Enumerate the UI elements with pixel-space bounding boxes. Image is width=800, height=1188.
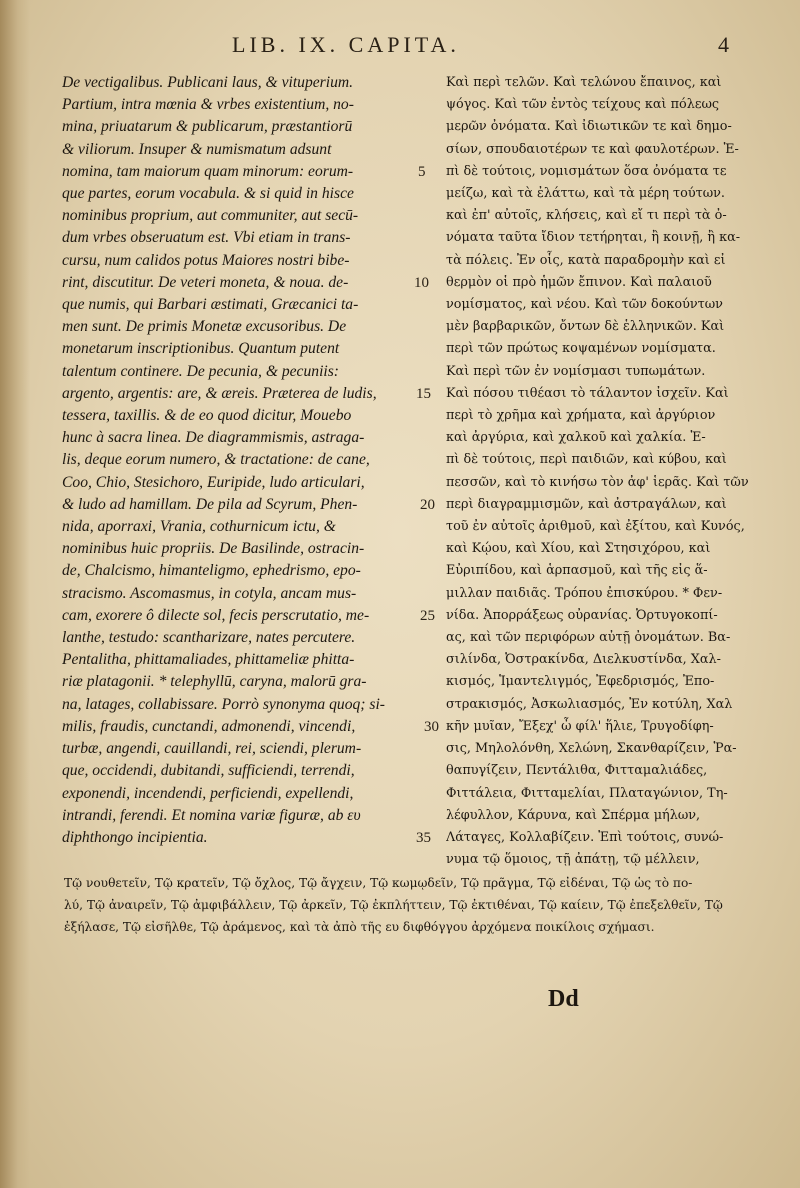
greek-text-line: καὶ ἐπ' αὐτοῖς, κλήσεις, καὶ εἴ τι περὶ τὰ ὀ- <box>446 208 727 224</box>
latin-text-line: lanthe, testudo: scantharizare, nates percutere. <box>62 629 356 647</box>
bottom-text-line: λύ, Τῷ ἀναιρεῖν, Τῷ ἀμφιβάλλειν, Τῷ ἀρκεῖν, Τῷ ἐκπλήττειν, Τῷ ἐκτιθέναι, Τῷ καίειν, Τῷ ἐπεξελθεῖν, Τῷ <box>64 898 723 912</box>
bottom-greek-lines <box>64 872 774 938</box>
greek-text-line: κῆν μυῖαν, Ἔξεχ' ὦ φίλ' ἥλιε, Τρυγοδίφη- <box>446 718 714 734</box>
greek-column <box>446 72 776 871</box>
latin-text-line: exponendi, incendendi, perficiendi, expellendi, <box>62 784 354 802</box>
latin-text-line: riæ platagonii. * telephyllū, caryna, malorū gra- <box>62 673 367 691</box>
latin-text-line: nomina, tam maiorum quam minorum: eorum- <box>62 162 354 180</box>
latin-text-line: & viliorum. Insuper & numismatum adsunt <box>62 140 332 158</box>
latin-text-line: nida, aporraxi, Vrania, cothurnicum ictu, & <box>62 518 336 536</box>
latin-text-line: cursu, num calidos potus Maiores nostri bibe- <box>62 251 350 269</box>
latin-text-line: cam, exorere ô dilecte sol, fecis perscrutatio, me- <box>62 606 370 624</box>
greek-text-line: Φιττάλεια, Φιτταμελίαι, Πλαταγώνιον, Τη- <box>446 785 728 801</box>
greek-text-line: ας, καὶ τῶν περιφόρων αὐτῇ ὀνομάτων. Βα- <box>446 630 731 646</box>
latin-text-line: turbæ, angendi, cauillandi, rei, sciendi, plerum- <box>62 740 362 758</box>
greek-text-line: λέφυλλον, Κάρυνα, καὶ Σπέρμα μήλων, <box>446 807 701 823</box>
latin-text-line: & ludo ad hamillam. De pila ad Scyrum, Phen- <box>62 495 358 513</box>
latin-column <box>62 72 418 849</box>
line-number-10: 10 <box>414 275 429 291</box>
greek-text-line: Καὶ περὶ τελῶν. Καὶ τελώνου ἔπαινος, καὶ <box>446 75 722 90</box>
latin-text-line: lis, deque eorum numero, & tractatione: de cane, <box>62 451 370 469</box>
page-number: 4 <box>718 32 729 57</box>
greek-text-line: τὰ πόλεις. Ἐν οἷς, κατὰ παραδρομὴν καὶ εἰ <box>446 252 726 268</box>
greek-text-line: σίων, σπουδαιοτέρων τε καὶ φαυλοτέρων. Ἐ- <box>446 141 739 157</box>
line-number-25: 25 <box>420 608 435 624</box>
latin-text-line: nominibus proprium, aut communiter, aut secū- <box>62 207 359 225</box>
line-number-30: 30 <box>424 719 439 735</box>
greek-text-line: Καὶ περὶ τῶν ἐν νομίσμασι τυπωμάτων. <box>446 363 706 379</box>
greek-text-line: τοῦ ἐν αὐτοῖς ἀριθμοῦ, καὶ ἐξίτου, καὶ Κυνός, <box>446 519 745 535</box>
latin-text-line: stracismo. Ascomasmus, in cotyla, ancam mus- <box>62 584 357 602</box>
greek-text-line: μὲν βαρβαρικῶν, ὄντων δὲ ἑλληνικῶν. Καὶ <box>446 319 725 335</box>
latin-text-line: diphthongo incipientia. <box>62 828 208 846</box>
latin-text-line: talentum continere. De pecunia, & pecuniis: <box>62 362 340 380</box>
greek-text-line: σιλίνδα, Ὀστρακίνδα, Διελκυστίνδα, Χαλ- <box>446 652 721 668</box>
line-number-5: 5 <box>418 164 426 180</box>
greek-text-line: πὶ δὲ τούτοις, νομισμάτων ὅσα ὀνόματα τε <box>446 163 727 179</box>
latin-text-line: De vectigalibus. Publicani laus, & vituperium. <box>62 74 354 91</box>
latin-text-line: que, occidendi, dubitandi, sufficiendi, terrendi, <box>62 762 355 780</box>
latin-text-line: monetarum inscriptionibus. Quantum putent <box>62 340 340 358</box>
greek-text-line: νίδα. Ἀπορράξεως οὐρανίας. Ὀρτυγοκοπί- <box>446 607 718 623</box>
latin-text-line: argento, argentis: are, & æreis. Præterea de ludis, <box>62 384 377 402</box>
latin-text-line: milis, fraudis, cunctandi, admonendi, vincendi, <box>62 717 356 735</box>
latin-text-line: dum vrbes obseruatum est. Vbi etiam in trans- <box>62 229 351 247</box>
latin-text-line: na, latages, collabissare. Porrò synonyma quoq; si- <box>62 695 385 713</box>
latin-text-line: de, Chalcismo, himanteligmo, ephedrismo, epo- <box>62 562 361 580</box>
greek-text-line: πεσσῶν, καὶ τὸ κινήσω τὸν ἀφ' ἱερᾶς. Καὶ τῶν <box>446 474 749 490</box>
greek-text-line: καὶ ἀργύρια, καὶ χαλκοῦ καὶ χαλκία. Ἐ- <box>446 430 706 446</box>
greek-text-line: θαπυγίζειν, Πεντάλιθα, Φιτταμαλιάδες, <box>446 763 708 779</box>
latin-text-line: tessera, taxillis. & de eo quod dicitur, Mouebo <box>62 407 352 425</box>
latin-text-line: Pentalitha, phittamaliades, phittameliæ phitta- <box>62 651 355 669</box>
latin-text-line: nominibus huic propriis. De Basilinde, ostracin- <box>62 540 365 558</box>
greek-text-line: μιλλαν παιδιᾶς. Τρόπου ἐπισκύρου. * Φεν- <box>446 585 723 601</box>
greek-text-line: θερμὸν οἱ πρὸ ἡμῶν ἔπινον. Καὶ παλαιοῦ <box>446 274 712 290</box>
latin-text-line: Partium, intra mœnia & vrbes existentium, no- <box>62 96 354 114</box>
greek-text-line: μείζω, καὶ τὰ ἐλάττω, καὶ τὰ μέρη τούτων. <box>446 186 725 202</box>
greek-text-line: Λάταγες, Κολλαβίζειν. Ἐπὶ τούτοις, συνώ- <box>446 829 724 845</box>
greek-text-line: καὶ Κῴου, καὶ Χίου, καὶ Στησιχόρου, καὶ <box>446 541 711 557</box>
greek-text-line: στρακισμός, Ἀσκωλιασμός, Ἐν κοτύλη, Χαλ <box>446 696 733 712</box>
bottom-text-line: Τῷ νουθετεῖν, Τῷ κρατεῖν, Τῷ ὄχλος, Τῷ ἄγχειν, Τῷ κωμῳδεῖν, Τῷ πρᾶγμα, Τῷ εἰδέναι, Τῷ ὡς τὸ πο- <box>64 876 693 890</box>
greek-text-line: Εὐριπίδου, καὶ ἁρπασμοῦ, καὶ τῆς εἰς ἅ- <box>446 563 708 579</box>
line-number-20: 20 <box>420 497 435 513</box>
latin-text-line: rint, discutitur. De veteri moneta, & noua. de- <box>62 273 349 291</box>
greek-text-line: σις, Μηλολόνθη, Χελώνη, Σκανθαρίζειν, Ῥα- <box>446 741 737 757</box>
signature-mark: Dd <box>548 986 579 1012</box>
greek-text-line: περὶ διαγραμμισμῶν, καὶ ἀστραγάλων, καὶ <box>446 496 727 512</box>
line-number-35: 35 <box>416 830 431 846</box>
greek-text-line: νυμα τῷ ὅμοιος, τῇ ἀπάτῃ, τῷ μέλλειν, <box>446 852 700 868</box>
greek-text-line: ψόγος. Καὶ τῶν ἐντὸς τείχους καὶ πόλεως <box>446 97 720 113</box>
latin-text-line: Coo, Chio, Stesichoro, Euripide, ludo articulari, <box>62 473 365 491</box>
latin-text-line: men sunt. De primis Monetæ excusoribus. De <box>62 318 347 336</box>
greek-text-line: νομίσματος, καὶ νέου. Καὶ τῶν δοκούντων <box>446 297 723 313</box>
line-number-15: 15 <box>416 386 431 402</box>
latin-text-line: mina, priuatarum & publicarum, præstantiorū <box>62 118 353 136</box>
running-header: LIB. IX. CAPITA. <box>232 32 460 57</box>
greek-text-line: νόματα ταῦτα ἴδιον τετήρηται, ἢ κοινῇ, ἢ κα- <box>446 230 741 246</box>
greek-text-line: Καὶ πόσου τιθέασι τὸ τάλαντον ἰσχεῖν. Καὶ <box>446 385 729 401</box>
bottom-text-line: ἐξήλασε, Τῷ εἰσῆλθε, Τῷ ἀράμενος, καὶ τὰ ἀπὸ τῆς ευ διφθόγγου ἀρχόμενα ποικίλοις σχήμασι. <box>64 920 655 934</box>
greek-text-line: περὶ τῶν πρώτως κοψαμένων νομίσματα. <box>446 341 716 357</box>
greek-text-line: περὶ τὸ χρῆμα καὶ χρήματα, καὶ ἀργύριον <box>446 408 716 424</box>
latin-text-line: hunc à sacra linea. De diagrammismis, astraga- <box>62 429 365 447</box>
greek-text-line: πὶ δὲ τούτοις, περὶ παιδιῶν, καὶ κύβου, καὶ <box>446 452 727 468</box>
greek-text-line: κισμός, Ἱμαντελιγμός, Ἐφεδρισμός, Ἐπο- <box>446 674 715 690</box>
latin-text-line: intrandi, ferendi. Et nomina variæ figuræ, ab ευ <box>62 806 361 824</box>
latin-text-line: que partes, eorum vocabula. & si quid in hisce <box>62 185 354 203</box>
latin-text-line: que numis, qui Barbari æstimati, Græcanici ta- <box>62 296 359 314</box>
greek-text-line: μερῶν ὀνόματα. Καὶ ἰδιωτικῶν τε καὶ δημο- <box>446 119 732 135</box>
